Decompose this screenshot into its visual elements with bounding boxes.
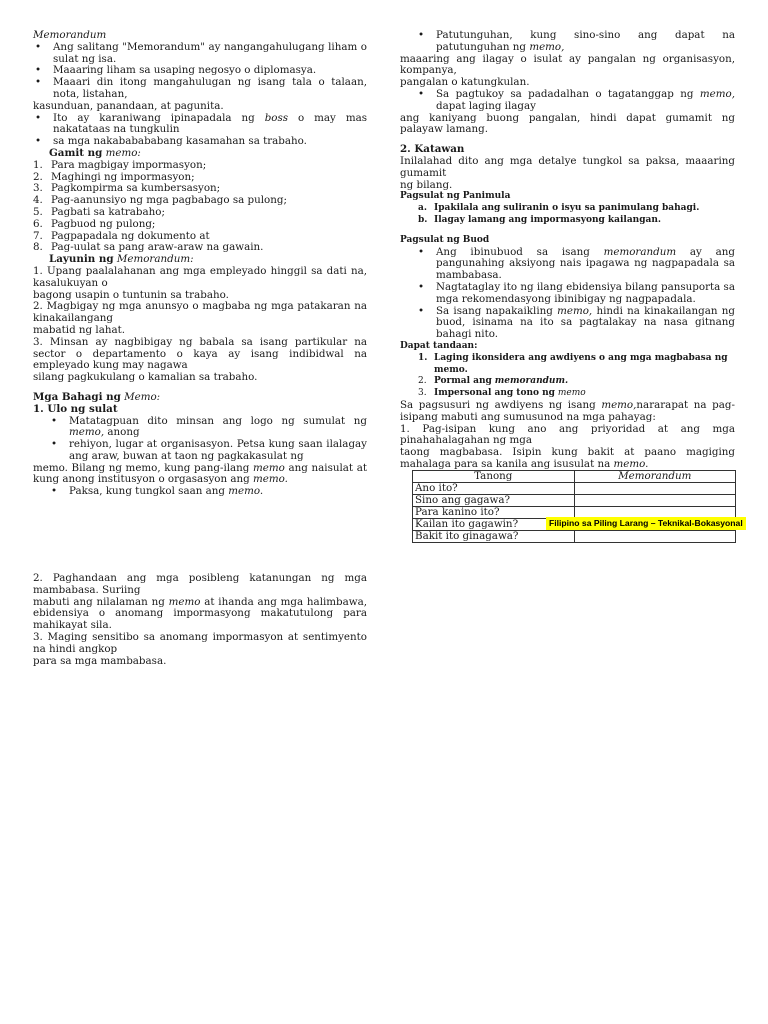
text: nararapat na pag-isipang mabuti ang sumusunod na mga pahayag: <box>400 398 735 423</box>
text: anong <box>107 426 140 439</box>
list-item: • rehiyon, lugar at organisasyon. Petsa kung saan ilalagay ang araw, buwan at taon ng pagkakasulat ng <box>33 439 367 463</box>
text-italic: memo <box>557 388 586 399</box>
panimula-list <box>400 203 735 227</box>
highlight-tag: Filipino sa Piling Larang – Teknikal-Bokasyonal <box>546 517 746 530</box>
list-item <box>400 215 735 227</box>
text: Impersonal ang tono ng <box>434 388 555 399</box>
list-item <box>33 242 367 254</box>
doc-title: Memorandum <box>33 29 107 41</box>
table-cell <box>574 531 736 543</box>
num: 3. <box>418 388 427 399</box>
text: Patutunguhan, kung sino-sino ang dapat na patutunguhan ng <box>436 29 735 53</box>
panimula-heading: Pagsulat ng Panimula <box>400 191 511 202</box>
text-italic: memo. <box>228 485 264 498</box>
right-bullets-2 <box>400 89 735 113</box>
table-cell: Sino ang gagawa? <box>413 495 575 507</box>
paragraph: ang kaniyang buong pangalan, hindi dapat gumamit ng palayaw lamang. <box>400 111 735 136</box>
list-item: • Maaaring liham sa usaping negosyo o diplomasya. <box>33 65 367 77</box>
list-item <box>400 247 735 282</box>
list-item: • Maaari din itong mangahulugan ng isang tala o talaan, nota, listahan, <box>33 77 367 101</box>
paragraph: para sa mga mambabasa. <box>33 654 167 667</box>
bahagi-heading <box>33 392 367 404</box>
list-item: • Ang salitang "Memorandum" ay nangangahulugang liham o sulat ng isa. <box>33 42 367 66</box>
paragraph: mabatid ng lahat. <box>33 323 126 336</box>
ulo-heading: 1. Ulo ng sulat <box>33 402 118 415</box>
text-italic: memorandum <box>603 245 677 258</box>
paragraph: 3. Minsan ay nagbibigay ng babala sa isang partikular na sector o departamento o kaya ay isang indibidwal na empleyado kung may nagawa <box>33 335 367 372</box>
text-italic: memo, <box>69 426 105 439</box>
text-italic: memo. <box>613 457 649 470</box>
text: Ito ay karaniwang ipinapadala ng <box>53 111 255 124</box>
text: memo. Bilang ng memo, kung pang-ilang <box>33 461 250 474</box>
paragraph: bagong usapin o tuntunin sa trabaho. <box>33 288 229 301</box>
paragraph: pangalan o katungkulan. <box>400 76 530 89</box>
buod-bullets <box>400 247 735 341</box>
text: mabuti ang nilalaman ng <box>33 595 165 608</box>
num: 8. <box>33 241 43 254</box>
num: 7. <box>33 229 43 242</box>
right-column <box>400 30 735 471</box>
list-item <box>33 113 367 137</box>
num: a. <box>418 203 427 214</box>
text-italic: memo, <box>601 398 637 411</box>
text: Memo: <box>124 390 161 403</box>
left-column <box>33 30 367 498</box>
paragraph: silang pagkukulang o kamalian sa trabaho. <box>33 371 258 384</box>
text: Sa isang napakaikling <box>436 304 553 317</box>
text: dapat laging ilagay <box>436 99 536 112</box>
right-bullets-1 <box>400 30 735 54</box>
text: Maghingi ng impormasyon; <box>51 170 195 183</box>
paragraph <box>400 400 735 424</box>
list-item <box>33 416 367 440</box>
gamit-list <box>33 160 367 254</box>
text: Ipakilala ang suliranin o isyu sa panimulang bahagi. <box>434 203 700 214</box>
table-row <box>413 495 736 507</box>
text: Pagbati sa katrabaho; <box>51 205 165 218</box>
table-cell: Para kanino ito? <box>413 507 575 519</box>
text: hindi na kinakailangan ng buod, isinama na ito sa pagtalakay na nasa gitnang bahagi nito. <box>436 304 736 341</box>
text: Pag-uulat sa pang araw-araw na gawain. <box>51 241 264 254</box>
text: o may mas nakatataas na tungkulin <box>53 111 368 136</box>
text-italic: memo. <box>253 473 288 486</box>
text: Matatagpuan dito minsan ang logo ng sumulat ng <box>69 414 367 427</box>
list-item <box>33 486 367 498</box>
tandaan-list <box>400 353 735 400</box>
paragraph: 3. Maging sensitibo sa anomang impormasyon at sentimyento na hindi angkop <box>33 630 367 655</box>
text: taong magbabasa. Isipin kung bakit at paano magiging mahalaga para sa kanila ang isusulat na <box>400 446 735 470</box>
list-item <box>400 89 735 113</box>
paragraph <box>33 597 367 632</box>
num: 1. <box>418 352 428 363</box>
num: 3. <box>33 182 43 195</box>
paragraph <box>33 463 367 487</box>
buod-heading: Pagsulat ng Buod <box>400 234 490 245</box>
left-column-bottom <box>33 573 367 667</box>
list-item: • sa mga nakababababang kasamahan sa trabaho. <box>33 136 367 148</box>
text-italic: boss <box>264 111 289 124</box>
paragraph: kasunduan, panandaan, at pagunita. <box>33 99 224 112</box>
num: 2. <box>418 376 427 387</box>
ulo-bullets <box>33 416 367 463</box>
num: 2. <box>33 170 43 183</box>
table-cell: Kailan ito gagawin? <box>413 519 575 531</box>
paragraph: maaaring ang ilagay o isulat ay pangalan ng organisasyon, kompanya, <box>400 52 735 77</box>
table-cell: Bakit ito ginagawa? <box>413 531 575 543</box>
table-row <box>413 483 736 495</box>
text: Sa pagtukoy sa padadalhan o tagatanggap ng <box>436 87 694 100</box>
text: Pormal ang <box>434 376 492 387</box>
text: Pagbuod ng pulong; <box>51 217 156 230</box>
text: Memorandum: <box>116 253 194 266</box>
text-italic: memo <box>168 595 201 608</box>
paragraph: Inilalahad dito ang mga detalye tungkol sa paksa, maaaring gumamit <box>400 154 735 179</box>
paragraph: ng bilang. <box>400 178 453 191</box>
tandaan-heading: Dapat tandaan: <box>400 340 478 351</box>
num: 4. <box>33 194 43 207</box>
list-item <box>400 306 735 341</box>
list-item <box>400 30 735 54</box>
list-item <box>400 376 735 388</box>
text: Ang ibinubuod sa isang <box>436 245 590 258</box>
list-item: • Nagtataglay ito ng ilang ebidensiya bilang pansuporta sa mga rekomendasyong ibinibigay ng nagpapadala. <box>400 282 735 306</box>
text: Gamit ng <box>49 146 103 159</box>
text: Pag-aanunsiyo ng mga pagbabago sa pulong; <box>51 194 287 207</box>
paragraph <box>400 447 735 471</box>
text: memo: <box>105 146 141 159</box>
list-item <box>400 388 735 400</box>
num: b. <box>418 214 428 225</box>
table-cell <box>574 483 736 495</box>
text: Pagkompirma sa kumbersasyon; <box>51 182 221 195</box>
tanong-table <box>412 470 736 543</box>
list-item <box>400 353 735 377</box>
paragraph: 1. Upang paalalahanan ang mga empleyado hinggil sa dati na, kasalukuyan o <box>33 264 367 289</box>
table-cell <box>574 495 736 507</box>
text: Mga Bahagi ng <box>33 390 121 403</box>
text: Pagpapadala ng dokumento at <box>51 229 210 242</box>
text: ang naisulat at kung anong institusyon o orgasasyon ang <box>33 461 367 486</box>
intro-bullets <box>33 42 367 101</box>
table-header-row <box>413 471 736 483</box>
paragraph: 1. Pag-isipan kung ano ang priyoridad at ang mga pinahahalagahan ng mga <box>400 422 735 447</box>
text-italic: memo <box>253 461 285 474</box>
text-italic: memo, <box>529 40 565 53</box>
num: 1. <box>33 158 43 171</box>
katawan-heading: 2. Katawan <box>400 143 465 156</box>
text: ay ang pangunahing aksiyong nais ipagawa ng nagpapadala sa mambabasa. <box>436 245 735 282</box>
table-cell: Ano ito? <box>413 483 575 495</box>
table-header: Tanong <box>413 471 575 483</box>
num: 5. <box>33 205 43 218</box>
table-row <box>413 531 736 543</box>
text: Para magbigay impormasyon; <box>51 158 207 171</box>
text: Sa pagsusuri ng awdiyens ng isang <box>400 398 596 411</box>
text-italic: memo, <box>557 304 593 317</box>
text-italic: memorandum. <box>494 376 569 387</box>
text: Layunin ng <box>49 253 114 266</box>
text: at ihanda ang mga halimbawa, ebidensiya o anomang impormasyong makatutulong para mahikayat sila. <box>33 595 367 632</box>
text: Ilagay lamang ang impormasyong kailangan. <box>434 214 662 225</box>
table-header: Memorandum <box>574 471 736 483</box>
list-item <box>400 203 735 215</box>
text-italic: memo, <box>699 87 735 100</box>
paragraph: 2. Magbigay ng mga anunsyo o magbaba ng mga patakaran na kinakailangang <box>33 300 367 325</box>
text: Paksa, kung tungkol saan ang <box>69 485 226 498</box>
intro-bullets-2 <box>33 113 367 148</box>
num: 6. <box>33 217 43 230</box>
paragraph: 2. Paghandaan ang mga posibleng katanungan ng mga mambabasa. Suriing <box>33 572 367 596</box>
text: Laging ikonsidera ang awdiyens o ang mga magbabasa ng memo. <box>434 352 728 375</box>
ulo-bullets-2 <box>33 486 367 498</box>
